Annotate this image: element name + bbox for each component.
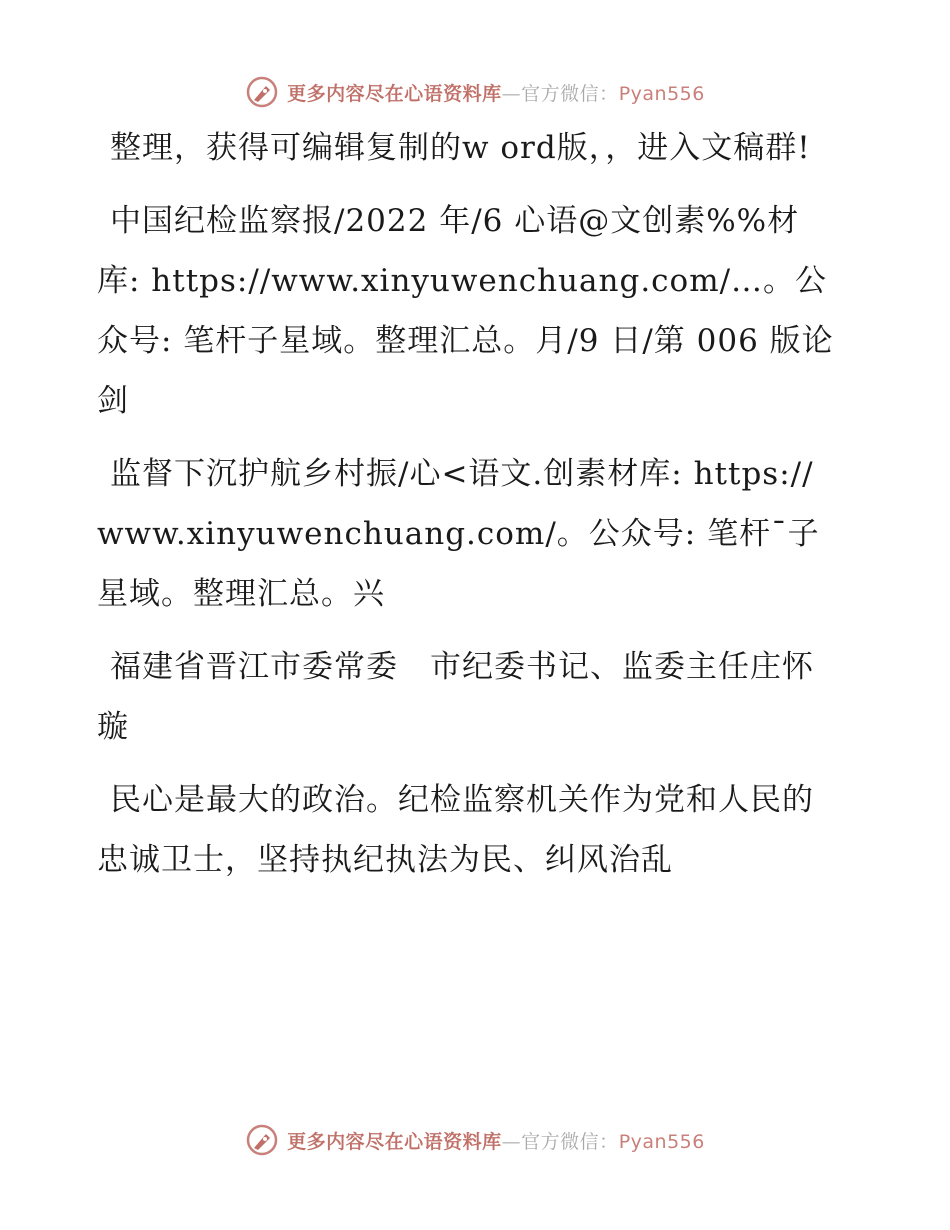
footer-banner: [0, 1120, 950, 1160]
banner-wechat-id: Pyan556: [618, 1130, 705, 1153]
banner-separator: —: [501, 1130, 522, 1153]
banner-wechat-label: 官方微信：: [521, 82, 619, 105]
banner-wechat-label: 官方微信：: [521, 1130, 619, 1153]
header-banner: [0, 72, 950, 112]
banner-wechat-id: Pyan556: [618, 82, 705, 105]
document-body: [97, 118, 837, 903]
paragraph-intro: 整理，获得可编辑复制的w ord版，，进入文稿群!: [110, 130, 811, 166]
paragraph-title: 监督下沉护航乡村振/心<语文.创素材库: https://www.xinyuwenchuang.com/。公众号: 笔杆¯子星域。整理汇总。兴: [97, 456, 820, 612]
banner-text: [287, 1127, 705, 1154]
paragraph-source: 中国纪检监察报/2022 年/6 心语@文创素%%材库: https://www.xinyuwenchuang.com/…。公众号: 笔杆子星域。整理汇总。月/9 日/第 006 版论剑: [97, 203, 834, 419]
pen-nib-logo-icon: [245, 75, 279, 109]
pen-nib-logo-icon: [245, 1123, 279, 1157]
banner-brand-text: 更多内容尽在心语资料库: [287, 82, 502, 105]
paragraph-body: 民心是最大的政治。纪检监察机关作为党和人民的忠诚卫士，坚持执纪执法为民、纠风治乱: [97, 782, 814, 878]
banner-separator: —: [501, 82, 522, 105]
banner-text: [287, 79, 705, 106]
paragraph-author: 福建省晋江市委常委 市纪委书记、监委主任庄怀璇: [97, 649, 814, 745]
banner-brand-text: 更多内容尽在心语资料库: [287, 1130, 502, 1153]
